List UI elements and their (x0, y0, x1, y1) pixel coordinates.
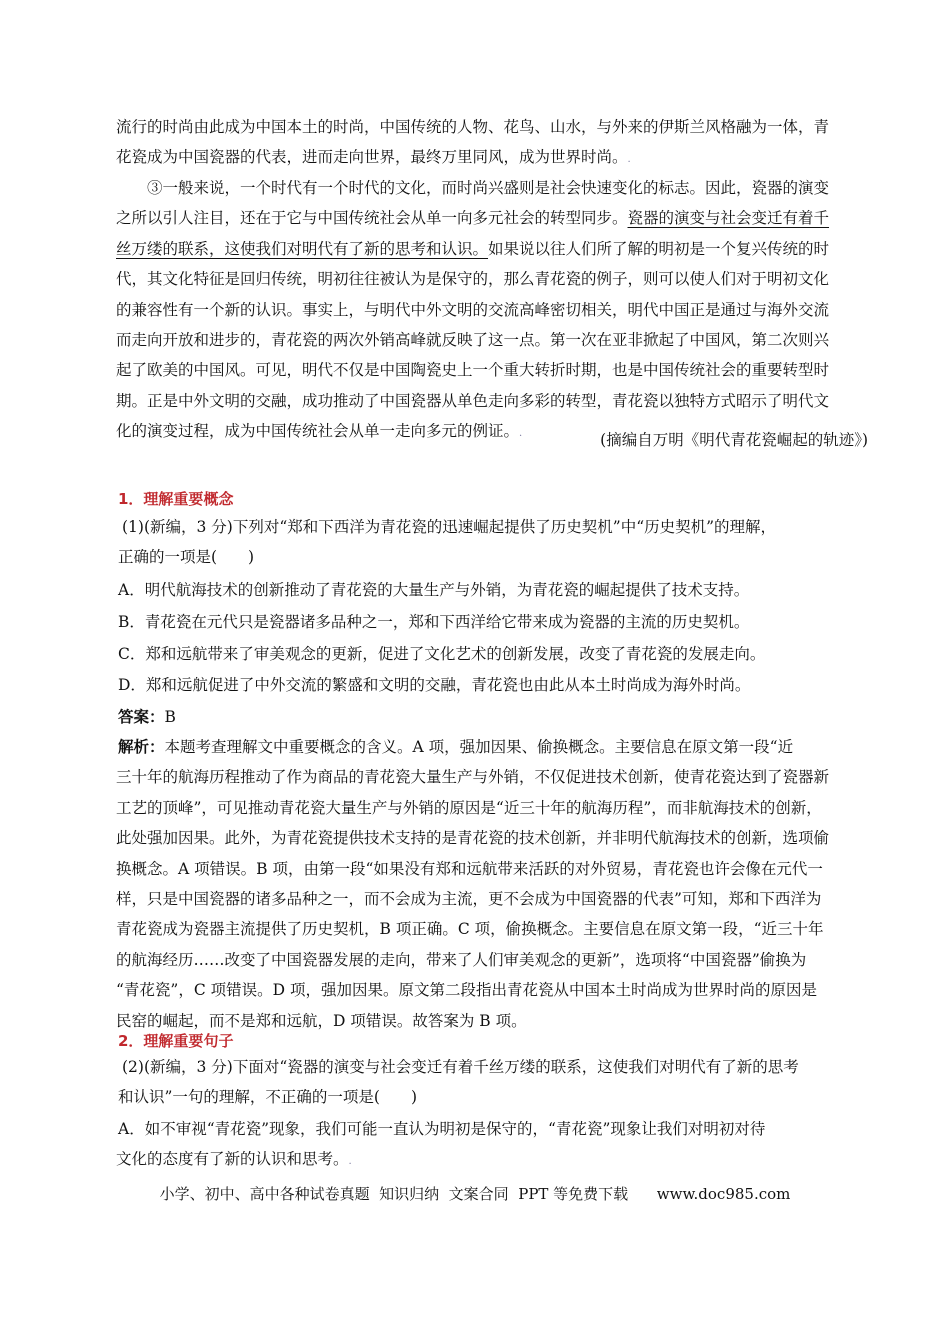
passage-paragraph-2-tail (116, 112, 868, 176)
passage-paragraph-3 (116, 173, 868, 450)
question-2-stem: (2)(新编，3 分)下面对“瓷器的演变与社会变迁有着千丝万缕的联系，这使我们对明代有了新的思考 (122, 1058, 799, 1076)
answer (118, 705, 176, 729)
question-2-option-a (118, 1114, 868, 1178)
underlined-key-sentence: 瓷器的演变与社会变迁有着千 (627, 209, 830, 228)
text-line: 之所以引人注目，还在于它与中国传统社会从单一向多元社会的转型同步。瓷器的演变与社会变迁有着千 (116, 209, 830, 228)
analysis (118, 732, 868, 1036)
text-line: 期。正是中外文明的交融，成功推动了中国瓷器从单色走向多彩的转型，青花瓷以独特方式昭示了明代文 (116, 391, 830, 410)
analysis-line: 工艺的顶峰”，可见推动青花瓷大量生产与外销的原因是“近三十年的航海历程”，而非航海技术的创新， (116, 798, 822, 817)
answer-value: B (164, 708, 176, 726)
text-line: ③一般来说，一个时代有一个时代的文化，而时尚兴盛则是社会快速变化的标志。因此，瓷器的演变 (147, 179, 830, 197)
text-line: 丝万缕的联系，这使我们对明代有了新的思考和认识。如果说以往人们所了解的明初是一个复兴传统的时 (116, 239, 830, 258)
text-line: 化的演变过程，成为中国传统社会从单一走向多元的例证。. (116, 422, 523, 441)
text-line: 流行的时尚由此成为中国本土的时尚，中国传统的人物、花鸟、山水，与外来的伊斯兰风格融为一体，青 (116, 118, 830, 136)
text-line: 的兼容性有一个新的认识。事实上，与明代中外文明的交流高峰密切相关，明代中国正是通过与海外交流 (116, 300, 830, 319)
text-line: 代，其文化特征是回归传统，明初往往被认为是保守的，那么青花瓷的例子，则可以使人们对于明初文化 (116, 270, 830, 289)
underlined-key-sentence: 丝万缕的联系，这使我们对明代有了新的思考和认识。 (116, 239, 489, 258)
question-1-option-a: A．明代航海技术的创新推动了青花瓷的大量生产与外销，为青花瓷的崛起提供了技术支持。 (118, 581, 750, 599)
question-2 (118, 1052, 868, 1113)
answer-label: 答案： (118, 707, 165, 726)
analysis-line: 青花瓷成为瓷器主流提供了历史契机，B 项正确。C 项，偷换概念。主要信息在原文第一段，“近三十年 (116, 920, 824, 939)
option-line: 文化的态度有了新的认识和思考。. (116, 1150, 352, 1169)
analysis-line: 此处强加因果。此外，为青花瓷提供技术支持的是青花瓷的技术创新，并非明代航海技术的创新，选项偷 (116, 829, 830, 848)
text-line: 花瓷成为中国瓷器的代表，进而走向世界，最终万里同风，成为世界时尚。. (116, 148, 631, 167)
section-2-title: 2．理解重要句子 (118, 1032, 234, 1050)
question-1-stem: (1)(新编，3 分)下列对“郑和下西洋为青花瓷的迅速崛起提供了历史契机”中“历史契机”的理解， (122, 518, 777, 536)
analysis-line: 三十年的航海历程推动了作为商品的青花瓷大量生产与外销，不仅促进技术创新，使青花瓷达到了瓷器新 (116, 768, 830, 787)
section-1-title: 1．理解重要概念 (118, 490, 234, 508)
analysis-line: 样，只是中国瓷器的诸多品种之一，而不会成为主流，更不会成为中国瓷器的代表”可知，郑和下西洋为 (116, 890, 822, 909)
analysis-line: “青花瓷”，C 项错误。D 项，强加因果。原文第二段指出青花瓷从中国本土时尚成为世界时尚的原因是 (116, 981, 817, 1000)
text-line: 而走向开放和进步的，青花瓷的两次外销高峰就反映了这一点。第一次在亚非掀起了中国风，第二次则兴 (116, 331, 830, 350)
analysis-line: 换概念。A 项错误。B 项，由第一段“如果没有郑和远航带来活跃的对外贸易，青花瓷也许会像在元代一 (116, 859, 823, 878)
analysis-line: 解析：本题考查理解文中重要概念的含义。A 项，强加因果、偷换概念。主要信息在原文第一段“近 (118, 737, 794, 756)
analysis-line: 民窑的崛起，而不是郑和远航，D 项错误。故答案为 B 项。 (116, 1011, 527, 1030)
question-1-stem: 正确的一项是( ) (118, 548, 255, 567)
question-1-option-b: B．青花瓷在元代只是瓷器诸多品种之一，郑和下西洋给它带来成为瓷器的主流的历史契机。 (118, 613, 750, 631)
analysis-line: 的航海经历……改变了中国瓷器发展的走向，带来了人们审美观念的更新”，选项将“中国瓷器”偷换为 (116, 950, 807, 969)
text-line: 起了欧美的中国风。可见，明代不仅是中国陶瓷史上一个重大转折时期，也是中国传统社会的重要转型时 (116, 361, 830, 380)
question-2-stem: 和认识”一句的理解，不正确的一项是( ) (118, 1088, 418, 1107)
passage-source: (摘编自万明《明代青花瓷崛起的轨迹》) (600, 431, 868, 449)
page-footer: 小学、初中、高中各种试卷真题 知识归纳 文案合同 PPT 等免费下载 www.doc985.com (159, 1185, 791, 1203)
option-line: A．如不审视“青花瓷”现象，我们可能一直认为明初是保守的，“青花瓷”现象让我们对明初对待 (118, 1120, 766, 1138)
question-1-option-d: D．郑和远航促进了中外交流的繁盛和文明的交融，青花瓷也由此从本土时尚成为海外时尚。 (118, 676, 751, 694)
question-1-option-c: C．郑和远航带来了审美观念的更新，促进了文化艺术的创新发展，改变了青花瓷的发展走向。 (118, 645, 766, 663)
question-1 (118, 512, 868, 573)
analysis-label: 解析： (118, 737, 165, 756)
